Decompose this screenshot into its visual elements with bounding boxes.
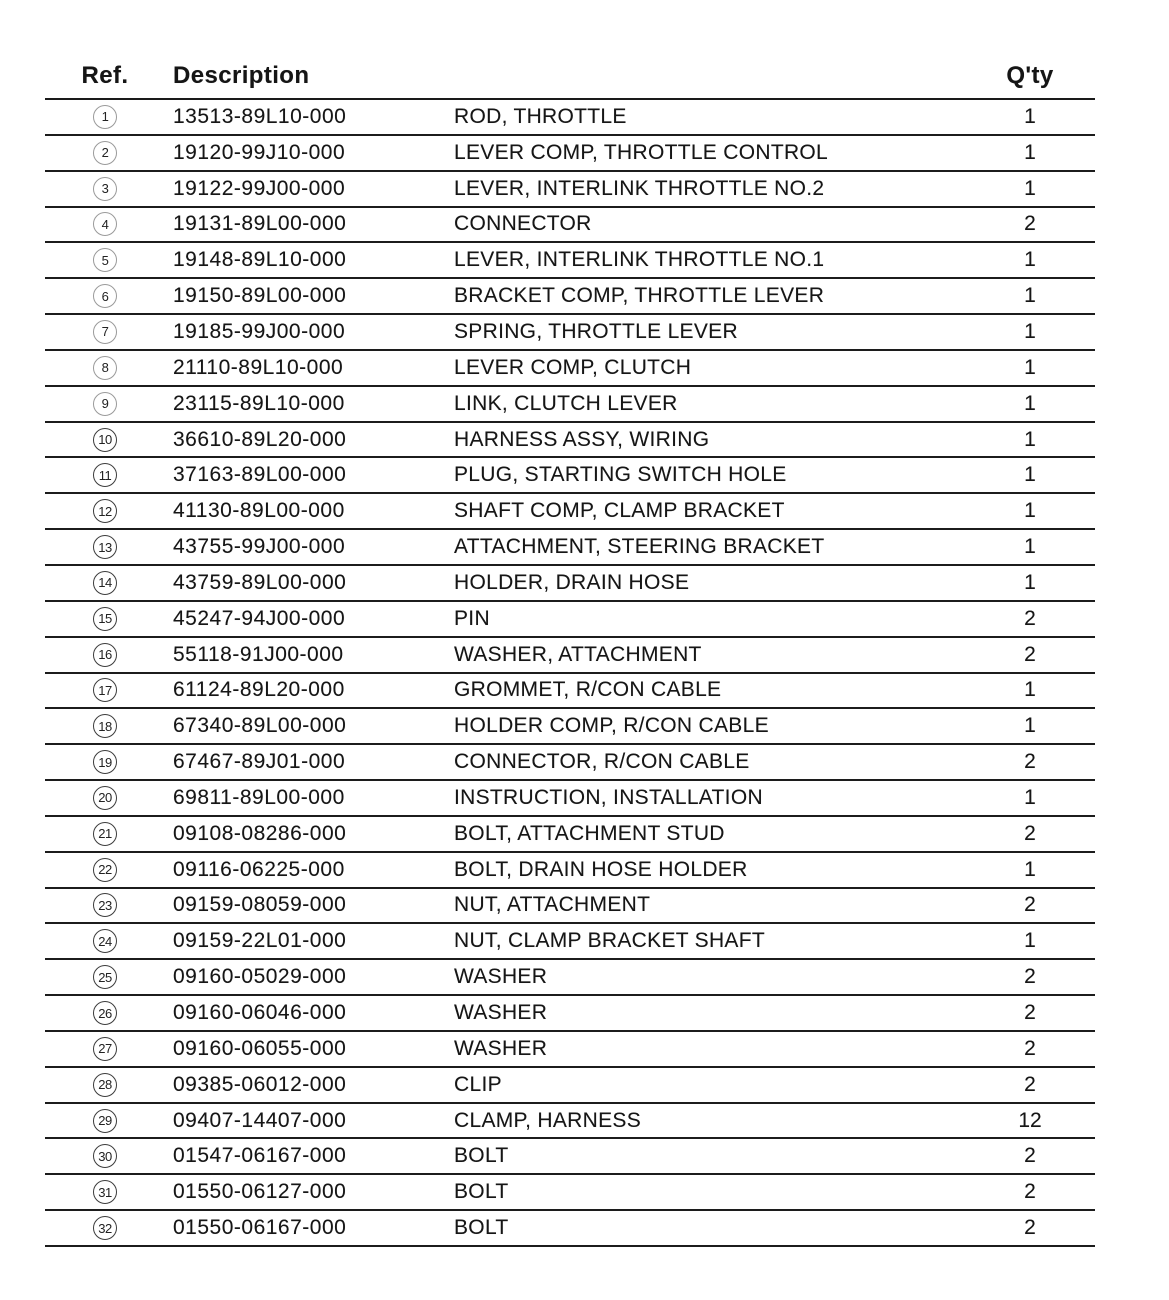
- part-number: 45247-94J00-000: [173, 606, 346, 630]
- part-description: HOLDER, DRAIN HOSE: [454, 570, 690, 594]
- part-description: CONNECTOR: [454, 212, 592, 236]
- ref-number: 31: [98, 1184, 112, 1200]
- part-description: ATTACHMENT, STEERING BRACKET: [454, 535, 825, 559]
- ref-cell: [45, 858, 165, 882]
- part-description: LEVER, INTERLINK THROTTLE NO.1: [454, 248, 825, 272]
- table-row: [45, 1104, 1095, 1140]
- ref-number: 11: [98, 467, 112, 483]
- part-number: 09159-08059-000: [173, 893, 347, 917]
- part-number: 55118-91J00-000: [173, 642, 344, 666]
- ref-number-badge: [93, 1216, 117, 1240]
- ref-number: 28: [98, 1077, 112, 1093]
- table-row: [45, 745, 1095, 781]
- ref-number-badge: [93, 212, 117, 236]
- part-quantity: 1: [1024, 535, 1036, 559]
- part-number: 19120-99J10-000: [173, 140, 346, 164]
- part-description: SHAFT COMP, CLAMP BRACKET: [454, 499, 785, 523]
- part-number: 19131-89L00-000: [173, 212, 347, 236]
- part-quantity: 2: [1024, 965, 1036, 989]
- part-quantity: 1: [1024, 499, 1036, 523]
- part-quantity: 1: [1024, 785, 1036, 809]
- part-description: NUT, ATTACHMENT: [454, 893, 651, 917]
- table-row: [45, 1139, 1095, 1175]
- ref-cell: [45, 284, 165, 308]
- table-row: [45, 387, 1095, 423]
- ref-number-badge: [93, 499, 117, 523]
- ref-cell: [45, 463, 165, 487]
- table-row: [45, 674, 1095, 710]
- ref-number: 24: [98, 933, 112, 949]
- part-quantity: 2: [1024, 750, 1036, 774]
- part-description: ROD, THROTTLE: [454, 104, 627, 128]
- ref-number: 32: [98, 1220, 112, 1236]
- table-row: [45, 530, 1095, 566]
- ref-number: 13: [98, 539, 112, 555]
- table-row: [45, 494, 1095, 530]
- part-number: 67467-89J01-000: [173, 750, 346, 774]
- table-row: [45, 924, 1095, 960]
- ref-number: 14: [98, 575, 112, 591]
- ref-cell: [45, 499, 165, 523]
- part-quantity: 1: [1024, 248, 1036, 272]
- part-number: 19122-99J00-000: [173, 176, 346, 200]
- ref-cell: [45, 678, 165, 702]
- ref-number: 1: [101, 109, 109, 125]
- table-row: [45, 853, 1095, 889]
- table-row: [45, 781, 1095, 817]
- table-row: [45, 243, 1095, 279]
- ref-number: 15: [98, 611, 112, 627]
- part-number: 43755-99J00-000: [173, 535, 346, 559]
- ref-number-badge: [93, 535, 117, 559]
- ref-number-badge: [93, 858, 117, 882]
- ref-number: 5: [101, 252, 109, 268]
- part-number: 43759-89L00-000: [173, 570, 347, 594]
- part-description: LEVER, INTERLINK THROTTLE NO.2: [454, 176, 825, 200]
- ref-cell: [45, 1109, 165, 1133]
- part-description: GROMMET, R/CON CABLE: [454, 678, 722, 702]
- table-row: [45, 638, 1095, 674]
- part-quantity: 1: [1024, 319, 1036, 343]
- parts-table: [45, 0, 1095, 1247]
- ref-cell: [45, 1180, 165, 1204]
- part-quantity: 2: [1024, 1001, 1036, 1025]
- ref-number: 12: [98, 503, 112, 519]
- part-quantity: 1: [1024, 140, 1036, 164]
- part-description: LINK, CLUTCH LEVER: [454, 391, 678, 415]
- part-quantity: 12: [1018, 1108, 1042, 1132]
- ref-cell: [45, 822, 165, 846]
- part-description: CLAMP, HARNESS: [454, 1108, 642, 1132]
- ref-number: 22: [98, 862, 112, 878]
- ref-number-badge: [93, 392, 117, 416]
- ref-number-badge: [93, 1073, 117, 1097]
- part-quantity: 1: [1024, 176, 1036, 200]
- ref-cell: [45, 643, 165, 667]
- part-quantity: 2: [1024, 642, 1036, 666]
- part-description: WASHER: [454, 965, 548, 989]
- part-description: BRACKET COMP, THROTTLE LEVER: [454, 284, 825, 308]
- part-number: 36610-89L20-000: [173, 427, 347, 451]
- part-number: 37163-89L00-000: [173, 463, 347, 487]
- table-row: [45, 889, 1095, 925]
- part-number: 67340-89L00-000: [173, 714, 347, 738]
- part-description: LEVER COMP, CLUTCH: [454, 355, 692, 379]
- ref-number-badge: [93, 177, 117, 201]
- part-quantity: 2: [1024, 1036, 1036, 1060]
- part-quantity: 1: [1024, 355, 1036, 379]
- part-number: 69811-89L00-000: [173, 785, 345, 809]
- part-quantity: 1: [1024, 857, 1036, 881]
- part-description: WASHER: [454, 1001, 548, 1025]
- ref-number-badge: [93, 786, 117, 810]
- table-body: [45, 100, 1095, 1247]
- part-number: 09407-14407-000: [173, 1108, 347, 1132]
- part-quantity: 2: [1024, 893, 1036, 917]
- part-quantity: 1: [1024, 678, 1036, 702]
- ref-number-badge: [93, 929, 117, 953]
- ref-number: 18: [98, 718, 112, 734]
- part-number: 09385-06012-000: [173, 1072, 347, 1096]
- part-description: BOLT: [454, 1180, 509, 1204]
- header-qty: Q'ty: [1006, 62, 1054, 89]
- ref-number-badge: [93, 1001, 117, 1025]
- part-description: SPRING, THROTTLE LEVER: [454, 319, 738, 343]
- part-quantity: 1: [1024, 391, 1036, 415]
- ref-number-badge: [93, 1180, 117, 1204]
- part-description: INSTRUCTION, INSTALLATION: [454, 785, 763, 809]
- part-number: 09159-22L01-000: [173, 929, 347, 953]
- ref-cell: [45, 320, 165, 344]
- ref-number-badge: [93, 248, 117, 272]
- ref-number: 16: [98, 647, 112, 663]
- ref-number: 27: [98, 1041, 112, 1057]
- table-row: [45, 566, 1095, 602]
- part-description: CLIP: [454, 1072, 502, 1096]
- part-number: 09160-05029-000: [173, 965, 347, 989]
- ref-number-badge: [93, 714, 117, 738]
- ref-cell: [45, 1216, 165, 1240]
- ref-number: 10: [98, 432, 112, 448]
- table-row: [45, 172, 1095, 208]
- table-row: [45, 1032, 1095, 1068]
- ref-number-badge: [93, 1037, 117, 1061]
- ref-cell: [45, 428, 165, 452]
- ref-cell: [45, 177, 165, 201]
- part-quantity: 1: [1024, 463, 1036, 487]
- ref-number-badge: [93, 284, 117, 308]
- ref-number-badge: [93, 428, 117, 452]
- part-quantity: 2: [1024, 1216, 1036, 1240]
- ref-number: 29: [98, 1113, 112, 1129]
- part-number: 19185-99J00-000: [173, 319, 346, 343]
- part-number: 23115-89L10-000: [173, 391, 345, 415]
- ref-number-badge: [93, 965, 117, 989]
- ref-number-badge: [93, 893, 117, 917]
- part-quantity: 2: [1024, 1180, 1036, 1204]
- header-description: Description: [173, 62, 310, 89]
- table-row: [45, 351, 1095, 387]
- part-quantity: 1: [1024, 284, 1036, 308]
- table-row: [45, 423, 1095, 459]
- part-number: 01550-06127-000: [173, 1180, 347, 1204]
- ref-number-badge: [93, 607, 117, 631]
- table-row: [45, 279, 1095, 315]
- ref-cell: [45, 392, 165, 416]
- part-description: BOLT, ATTACHMENT STUD: [454, 821, 725, 845]
- table-row: [45, 458, 1095, 494]
- part-quantity: 1: [1024, 929, 1036, 953]
- ref-number: 2: [101, 145, 109, 161]
- part-number: 13513-89L10-000: [173, 104, 347, 128]
- part-quantity: 2: [1024, 1144, 1036, 1168]
- ref-number: 25: [98, 969, 112, 985]
- part-quantity: 2: [1024, 821, 1036, 845]
- ref-number: 3: [101, 181, 109, 197]
- ref-cell: [45, 786, 165, 810]
- ref-number: 7: [101, 324, 109, 340]
- part-number: 09160-06046-000: [173, 1001, 347, 1025]
- part-quantity: 2: [1024, 212, 1036, 236]
- part-number: 41130-89L00-000: [173, 499, 345, 523]
- part-description: BOLT, DRAIN HOSE HOLDER: [454, 857, 748, 881]
- ref-number-badge: [93, 571, 117, 595]
- ref-number-badge: [93, 1144, 117, 1168]
- part-quantity: 1: [1024, 714, 1036, 738]
- table-row: [45, 1211, 1095, 1247]
- part-description: BOLT: [454, 1144, 509, 1168]
- ref-cell: [45, 965, 165, 989]
- part-description: WASHER, ATTACHMENT: [454, 642, 702, 666]
- part-quantity: 2: [1024, 1072, 1036, 1096]
- table-row: [45, 315, 1095, 351]
- ref-cell: [45, 929, 165, 953]
- part-quantity: 1: [1024, 104, 1036, 128]
- ref-cell: [45, 1144, 165, 1168]
- ref-number: 26: [98, 1005, 112, 1021]
- part-number: 09160-06055-000: [173, 1036, 347, 1060]
- ref-number: 20: [98, 790, 112, 806]
- ref-number: 9: [101, 396, 109, 412]
- ref-cell: [45, 750, 165, 774]
- ref-number: 8: [101, 360, 109, 376]
- part-number: 61124-89L20-000: [173, 678, 345, 702]
- ref-number: 21: [98, 826, 112, 842]
- ref-number-badge: [93, 678, 117, 702]
- header-ref: Ref.: [81, 62, 129, 89]
- ref-cell: [45, 571, 165, 595]
- table-row: [45, 709, 1095, 745]
- ref-cell: [45, 248, 165, 272]
- part-number: 19150-89L00-000: [173, 284, 347, 308]
- part-number: 09108-08286-000: [173, 821, 347, 845]
- ref-number: 4: [101, 216, 109, 232]
- part-description: PLUG, STARTING SWITCH HOLE: [454, 463, 787, 487]
- ref-number: 23: [98, 897, 112, 913]
- ref-number-badge: [93, 750, 117, 774]
- part-description: CONNECTOR, R/CON CABLE: [454, 750, 750, 774]
- ref-cell: [45, 893, 165, 917]
- ref-cell: [45, 212, 165, 236]
- ref-number: 30: [98, 1148, 112, 1164]
- ref-cell: [45, 105, 165, 129]
- part-quantity: 1: [1024, 427, 1036, 451]
- table-row: [45, 208, 1095, 244]
- table-row: [45, 960, 1095, 996]
- table-header-row: [45, 0, 1095, 100]
- ref-cell: [45, 714, 165, 738]
- ref-number-badge: [93, 822, 117, 846]
- table-row: [45, 100, 1095, 136]
- part-number: 09116-06225-000: [173, 857, 345, 881]
- part-number: 19148-89L10-000: [173, 248, 347, 272]
- ref-number-badge: [93, 463, 117, 487]
- table-row: [45, 602, 1095, 638]
- ref-number: 19: [98, 754, 112, 770]
- part-description: PIN: [454, 606, 490, 630]
- ref-cell: [45, 1073, 165, 1097]
- part-description: HARNESS ASSY, WIRING: [454, 427, 710, 451]
- ref-cell: [45, 1037, 165, 1061]
- part-quantity: 1: [1024, 570, 1036, 594]
- table-row: [45, 1068, 1095, 1104]
- part-number: 01547-06167-000: [173, 1144, 347, 1168]
- part-number: 01550-06167-000: [173, 1216, 347, 1240]
- ref-number-badge: [93, 105, 117, 129]
- part-description: WASHER: [454, 1036, 548, 1060]
- part-description: HOLDER COMP, R/CON CABLE: [454, 714, 769, 738]
- part-number: 21110-89L10-000: [173, 355, 344, 379]
- ref-cell: [45, 607, 165, 631]
- ref-number-badge: [93, 141, 117, 165]
- ref-number-badge: [93, 1109, 117, 1133]
- part-description: BOLT: [454, 1216, 509, 1240]
- ref-cell: [45, 141, 165, 165]
- table-row: [45, 996, 1095, 1032]
- ref-cell: [45, 356, 165, 380]
- ref-number: 17: [98, 682, 112, 698]
- ref-cell: [45, 1001, 165, 1025]
- table-row: [45, 817, 1095, 853]
- part-description: NUT, CLAMP BRACKET SHAFT: [454, 929, 765, 953]
- ref-cell: [45, 535, 165, 559]
- part-description: LEVER COMP, THROTTLE CONTROL: [454, 140, 829, 164]
- ref-number-badge: [93, 356, 117, 380]
- part-quantity: 2: [1024, 606, 1036, 630]
- ref-number: 6: [101, 288, 109, 304]
- table-row: [45, 1175, 1095, 1211]
- ref-number-badge: [93, 643, 117, 667]
- table-row: [45, 136, 1095, 172]
- ref-number-badge: [93, 320, 117, 344]
